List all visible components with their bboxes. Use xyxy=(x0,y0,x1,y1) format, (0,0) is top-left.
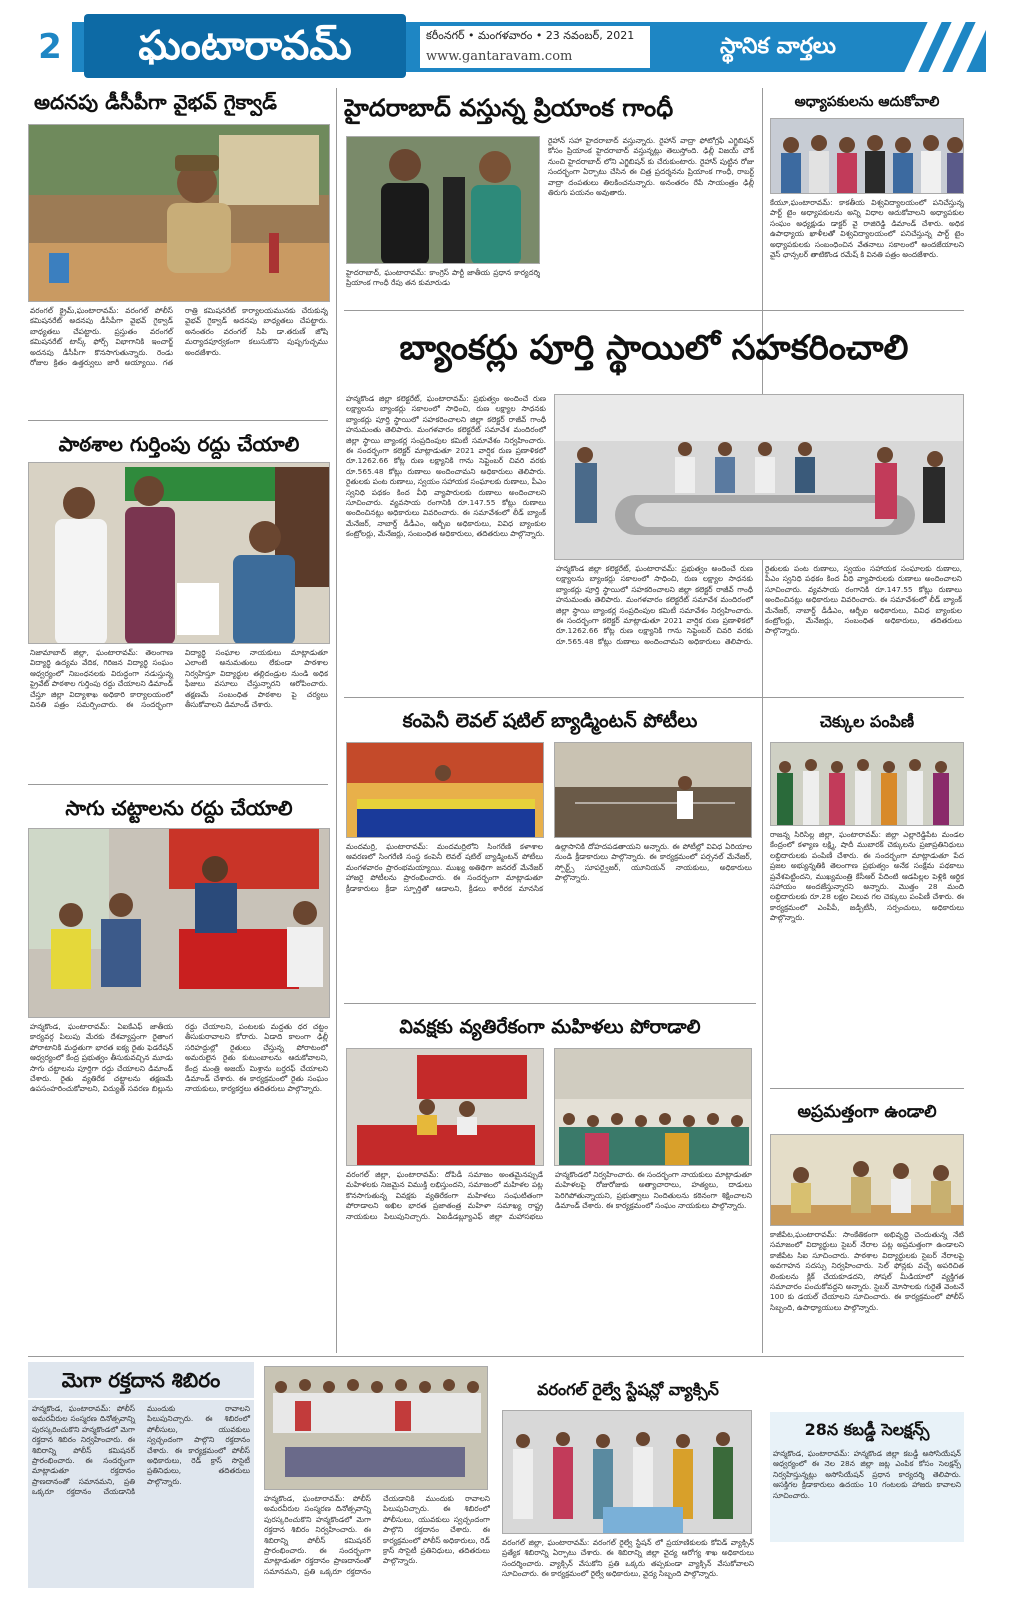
story-body: మందమర్రి, ఘంటారావమ్: మందమర్రిలోని సింగరేణి కళాశాల ఆవరణలో సింగరేణి సంస్థ కంపెనీ లెవల్ షటిల్ బ్యాడ్మింటన్ పోటీలు మంగళవారం ప్రారంభమయ్యాయి. ముఖ్య అతిథిగా జనరల్ మేనేజర్ హాజరై పోటీలను ప్రారంభించారు. ఈ సందర్భంగా మాట్లాడుతూ క్రీడాకారులు క్రీడా స్ఫూర్తితో ఆడాలని, క్రీడలు శారీరక మానసిక ఉల్లాసానికి దోహదపడతాయని అన్నారు. ఈ పోటీల్లో వివిధ ఏరియాల నుండి క్రీడాకారులు పాల్గొన్నారు. ఈ కార్యక్రమంలో పర్సనల్ మేనేజర్, స్పోర్ట్స్ సూపర్వైజర్, యూనియన్ నాయకులు, అధికారులు పాల్గొన్నారు. xyxy=(346,842,752,893)
photo-badminton-stage-illustration xyxy=(347,743,544,838)
photo-school-petition xyxy=(28,462,330,644)
story-school xyxy=(28,426,330,462)
photo-women-stage xyxy=(346,1048,544,1166)
story-body: కేయూ,ఘంటారావమ్: కాకతీయ విశ్వవిద్యాలయంలో పనిచేస్తున్న పార్ట్ టైం అధ్యాపకులను అన్ని విధాల ఆదుకోవాలని అధ్యాపకుల సంఘం అధ్యక్షుడు డాక్టర్ వై రాజిరెడ్డి డిమాండ్ చేశారు. అధిక ఉపాధ్యాయ ఖాళీలతో విశ్వవిద్యాలయంలో పనిచేస్తున్న పార్ట్ టైం అధ్యాపకులకు సంబంధించిన వేతనాలు సకాలంలో అందజేయాలని వైస్ ఛాన్సలర్ తాటికొండ రమేష్ కి వినతి పత్రం అందజేశారు. xyxy=(770,198,964,260)
story-kabaddi xyxy=(770,1412,964,1446)
photo-dcp-illustration xyxy=(29,125,330,302)
newspaper-logo: ఘంటారావమ్ xyxy=(84,14,406,78)
story-priyanka xyxy=(344,88,756,134)
story-body-continued: హన్మకొండ, ఘంటారావమ్: పోలీస్ అమరవీరుల సంస్మరణ దినోత్సవాన్ని పురస్కరించుకొని హన్మకొండలో మెగా రక్తదాన శిబిరం నిర్వహించారు. ఈ శిబిరాన్ని పోలీస్ కమిషనర్ ప్రారంభించారు. ఈ సందర్భంగా మాట్లాడుతూ రక్తదానం ప్రాణదానంతో సమానమని, ప్రతి ఒక్కరూ రక్తదానం చేయడానికి ముందుకు రావాలని పిలుపునిచ్చారు. ఈ శిబిరంలో పోలీసులు, యువకులు స్వచ్ఛందంగా పాల్గొని రక్తదానం చేశారు. ఈ కార్యక్రమంలో పోలీస్ అధికారులు, రెడ్ క్రాస్ సొసైటీ ప్రతినిధులు, తదితరులు పాల్గొన్నారు. xyxy=(264,1494,490,1576)
headline[interactable]: సాగు చట్టాలను రద్దు చేయాలి xyxy=(65,796,293,820)
headline[interactable]: బ్యాంకర్లు పూర్తి స్థాయిలో సహకరించాలి xyxy=(399,328,909,368)
story-body: రైహాన్ సహా హైదరాబాద్ వస్తున్నారు. రైహాన్ వాద్రా ఫోటోగ్రఫీ ఎగ్జిబిషన్ కోసం ప్రియాంక హైదరాబాద్ వస్తున్నట్లు తెలుస్తోంది. ఢిల్లీ విజయ్ చౌక్ నుంచి హైదరాబాద్ లోని ఎగ్జిబిషన్ కు చేరుకుంటారు. రైహాన్ పుట్టిన రోజు సందర్భంగా ఏర్పాటు చేసిన ఈ చిత్ర ప్రదర్శనను ప్రియాంక గాంధీ, రాబర్ట్ వాద్రా దంపతులు తిలకించనున్నారు. అనంతరం రేపే సాయంత్రం ఢిల్లీ తిరుగు పయనం అవుతారు. xyxy=(548,136,754,198)
story-blood xyxy=(28,1362,254,1398)
headline[interactable]: మెగా రక్తదాన శిబిరం xyxy=(61,1368,221,1392)
photo-school-illustration xyxy=(29,463,330,644)
headline[interactable]: చెక్కుల పంపిణీ xyxy=(819,712,915,731)
story-body-continued: హన్మకొండ జిల్లా కలెక్టరేట్, ఘంటారావమ్: ప్రభుత్వం అందించే రుణ లక్ష్యాలను బ్యాంకర్లు సకాలంలో సాధించి, రుణ లక్ష్యాల సాధనకు బ్యాంకర్లు పూర్తి స్థాయిలో సహకరించాలని జిల్లా కలెక్టర్ రాజీవ్ గాంధీ హనుమంతు తెలిపారు. మంగళవారం కలెక్టరేట్ సమావేశ మందిరంలో జిల్లా స్థాయి బ్యాంకర్ల సంప్రదింపుల కమిటీ సమావేశం నిర్వహించారు. ఈ సందర్భంగా కలెక్టర్ మాట్లాడుతూ 2021 వార్షిక రుణ ప్రణాళికలో రూ.1262.66 కోట్ల రుణ లక్ష్యానికి గాను సెప్టెంబర్ చివరి వరకు రూ.565.48 కోట్లు రుణాలు అందించామని అధికారులు తెలిపారు. రైతులకు పంట రుణాలు, స్వయం సహాయక సంఘాలకు రుణాలు, పీఎం స్వనిధి పథకం కింద వీధి వ్యాపారులకు రుణాలు అందించాలని సూచించారు. వ్యవసాయ రంగానికి రూ.147.55 కోట్లు రుణాలు అందించినట్లు అధికారులు వివరించారు. ఈ సమావేశంలో లీడ్ బ్యాంక్ మేనేజర్, నాబార్డ్ డీడీఎం, ఆర్బీఐ అధికారులు, వివిధ బ్యాంకుల కంట్రోలర్లు, మేనేజర్లు, సంబంధిత అధికారులు, తదితరులు పాల్గొన్నారు. xyxy=(556,564,962,646)
story-body: హన్మకొండ, ఘంటారావమ్: ఏఐకేఎఫ్ జాతీయ కార్యవర్గ పిలుపు మేరకు దేశవ్యాప్తంగా రైతాంగ పోరాటానికి మద్దతుగా భారత ఐక్య రైతు ఫెడరేషన్ ఆధ్వర్యంలో కేంద్ర ప్రభుత్వం తీసుకువచ్చిన మూడు సాగు చట్టాలను పూర్తిగా రద్దు చేయాలని డిమాండ్ చేశారు. రైతు వ్యతిరేక చట్టాలను తక్షణమే ఉపసంహరించుకోవాలని, విద్యుత్ సవరణ బిల్లును రద్దు చేయాలని, పంటలకు మద్దతు ధర చట్టం తీసుకురావాలని కోరారు. ఏడాది కాలంగా ఢిల్లీ సరిహద్దుల్లో రైతులు చేస్తున్న పోరాటంలో అమరులైన రైతు కుటుంబాలను ఆదుకోవాలని, కేంద్ర మంత్రి అజయ్ మిశ్రాను బర్తరఫ్ చేయాలని డిమాండ్ చేశారు. ఈ కార్యక్రమంలో రైతు సంఘం నాయకులు, కార్యకర్తలు తదితరులు పాల్గొన్నారు. xyxy=(30,1022,328,1094)
headline[interactable]: హైదరాబాద్ వస్తున్న ప్రియాంక గాంధీ xyxy=(344,94,674,122)
row-rule xyxy=(28,420,328,421)
headline[interactable]: పాఠశాల గుర్తింపు రద్దు చేయాలి xyxy=(58,432,300,456)
headline[interactable]: 28న కబడ్డీ సెలక్షన్స్ xyxy=(804,1420,930,1439)
row-rule xyxy=(344,697,964,698)
photo-bankers-illustration xyxy=(555,395,964,560)
story-body: హన్మకొండ, ఘంటారావమ్: హన్మకొండ జిల్లా కబడ్డీ అసోసియేషన్ ఆధ్వర్యంలో ఈ నెల 28న జిల్లా జట్ల ఎంపిక కోసం సెలక్షన్స్ నిర్వహిస్తున్నట్లు అసోసియేషన్ ప్రధాన కార్యదర్శి తెలిపారు. ఆసక్తిగల క్రీడాకారులు ఉదయం 10 గంటలకు హాజరు కావాలని సూచించారు. xyxy=(770,1446,964,1542)
story-women xyxy=(344,1010,756,1046)
photo-alert-illustration xyxy=(771,1135,964,1226)
story-body: కాజీపేట,ఘంటారావమ్: సాంకేతికంగా అభివృద్ధి చెందుతున్న నేటి సమాజంలో విద్యార్థులు సైబర్ నేరాల పట్ల అప్రమత్తంగా ఉండాలని కాజీపేట సిఐ సూచించారు. పాఠశాల విద్యార్థులకు సైబర్ నేరాలపై అవగాహన సదస్సు నిర్వహించారు. సెల్ ఫోన్లకు వచ్చే అపరిచిత లింకులను క్లిక్ చేయకూడదని, సోషల్ మీడియాలో వ్యక్తిగత సమాచారం పంచుకోవద్దని అన్నారు. సైబర్ మోసాలకు గురైతే వెంటనే 100 కు డయల్ చేయాలని సూచించారు. ఈ కార్యక్రమంలో పోలీస్ సిబ్బంది, ఉపాధ్యాయులు పాల్గొన్నారు. xyxy=(770,1230,964,1312)
photo-blood-illustration xyxy=(265,1367,488,1490)
section-title: స్థానిక వార్తలు xyxy=(720,34,836,59)
story-bankers xyxy=(344,318,964,390)
photo-caption: హైదరాబాద్, ఘంటారావమ్: కాంగ్రెస్ పార్టీ జాతీయ ప్రధాన కార్యదర్శి ప్రియాంక గాంధీ రేపు తన కుమారుడు xyxy=(346,268,540,288)
page-number: 2 xyxy=(28,22,72,72)
story-body: వరంగల్ క్రైమ్,ఘంటారావమ్: వరంగల్ పోలీస్ కమిషనరేట్ అదనపు డీసీపీగా వైభవ్ గైక్వాడ్ బాధ్యతలు చేపట్టారు. ప్రస్తుతం వరంగల్ కమిషనరేట్ టాస్క్ ఫోర్స్ విభాగానికి ఇంచార్జ్ అదనపు డీసీపీగా కొనసాగుతున్నారు. రెండు రోజుల క్రితం ఉత్తర్వులు జారీ అయ్యాయి. గత రాత్రి కమిషనరేట్ కార్యాలయమునకు చేరుకున్న వైభవ్ గైక్వాడ్ అదనపు బాధ్యతలు చేపట్టారు. అనంతరం వరంగల్ సిపి డా.తరుణ్ జోషి మర్యాదపూర్వకంగా కలుసుకొని పుష్పగుచ్ఛము అందజేశారు. xyxy=(30,306,328,368)
dateline: కరీంనగర్ • మంగళవారం • 23 నవంబర్, 2021 xyxy=(426,29,635,42)
photo-cheques-illustration xyxy=(771,743,964,826)
story-body: నిజామాబాద్ జిల్లా, ఘంటారావమ్: తెలంగాణ విద్యార్థి ఉద్యమ వేదిక, గిరిజన విద్యార్థి సంఘం ఆధ్వర్యంలో నిబంధనలకు విరుద్ధంగా నడుస్తున్న ప్రైవేట్ పాఠశాల గుర్తింపు రద్దు చేయాలని డిమాండ్ చేస్తూ జిల్లా విద్యాశాఖ అధికారి కార్యాలయంలో వినతి పత్రం సమర్పించారు. ఈ సందర్భంగా విద్యార్థి సంఘాల నాయకులు మాట్లాడుతూ ఎలాంటి అనుమతులు లేకుండా పాఠశాల నిర్వహిస్తూ విద్యార్థుల తల్లిదండ్రుల నుండి అధిక ఫీజులు వసూలు చేస్తున్నారని ఆరోపించారు. తక్షణమే సంబంధిత పాఠశాల పై చర్యలు తీసుకోవాలని డిమాండ్ చేశారు. xyxy=(30,648,328,710)
row-rule xyxy=(28,1356,964,1357)
photo-cheques xyxy=(770,742,964,826)
photo-vaccine xyxy=(502,1410,752,1534)
photo-alert xyxy=(770,1134,964,1226)
row-rule xyxy=(344,1003,756,1004)
headline[interactable]: అధ్యాపకులను ఆదుకోవాలి xyxy=(794,94,940,110)
photo-women-audience-illustration xyxy=(555,1049,752,1166)
photo-badminton-stage xyxy=(346,742,544,838)
headline[interactable]: వరంగల్ రైల్వే స్టేషన్లో వ్యాక్సిన్ xyxy=(537,1380,719,1399)
photo-bankers-meeting xyxy=(554,394,964,560)
story-badminton xyxy=(344,704,756,740)
photo-dcp-office xyxy=(28,124,330,302)
headline[interactable]: అప్రమత్తంగా ఉండాలి xyxy=(797,1102,937,1122)
photo-priyanka xyxy=(346,136,540,264)
headline[interactable]: కంపెనీ లెవల్ షటిల్ బ్యాడ్మింటన్ పోటీలు xyxy=(402,710,698,732)
story-teachers xyxy=(770,88,964,118)
masthead xyxy=(28,14,986,74)
photo-badminton-court xyxy=(554,742,752,838)
photo-priyanka-illustration xyxy=(347,137,540,264)
story-farm xyxy=(28,790,330,826)
photo-vaccine-illustration xyxy=(503,1411,752,1534)
website-url[interactable]: www.gantaravam.com xyxy=(426,49,573,64)
story-body: రాజన్న సిరిసిల్ల జిల్లా, ఘంటారావమ్: జిల్లా ఎల్లారెడ్డిపేట మండల కేంద్రంలో కళ్యాణ లక్ష్మి, షాదీ ముబారక్ చెక్కులను ప్రజాప్రతినిధులు లబ్ధిదారులకు పంపిణీ చేశారు. ఈ సందర్భంగా మాట్లాడుతూ పేద ప్రజల అభ్యున్నతికి తెలంగాణ ప్రభుత్వం అనేక సంక్షేమ పథకాలు ప్రవేశపెట్టిందని, ముఖ్యమంత్రి కేసీఆర్ పేదింటి ఆడపిల్లల పెళ్లికి ఆర్థిక సహాయం అందజేస్తున్నారని అన్నారు. మొత్తం 28 మంది లబ్ధిదారులకు రూ.28 లక్షల విలువ గల చెక్కులు పంపిణీ చేశారు. ఈ కార్యక్రమంలో ఎంపీపీ, జడ్పీటీసీ, సర్పంచులు, అధికారులు పాల్గొన్నారు. xyxy=(770,830,964,923)
dateline-block xyxy=(420,26,650,68)
story-cheques xyxy=(770,704,964,740)
story-body: హన్మకొండ జిల్లా కలెక్టరేట్, ఘంటారావమ్: ప్రభుత్వం అందించే రుణ లక్ష్యాలను బ్యాంకర్లు సకాలంలో సాధించి, రుణ లక్ష్యాల సాధనకు బ్యాంకర్లు పూర్తి స్థాయిలో సహకరించాలని జిల్లా కలెక్టర్ రాజీవ్ గాంధీ హనుమంతు తెలిపారు. మంగళవారం కలెక్టరేట్ సమావేశ మందిరంలో జిల్లా స్థాయి బ్యాంకర్ల సంప్రదింపుల కమిటీ సమావేశం నిర్వహించారు. ఈ సందర్భంగా కలెక్టర్ మాట్లాడుతూ 2021 వార్షిక రుణ ప్రణాళికలో రూ.1262.66 కోట్ల రుణ లక్ష్యానికి గాను సెప్టెంబర్ చివరి వరకు రూ.565.48 కోట్లు రుణాలు అందించామని అధికారులు తెలిపారు. రైతులకు పంట రుణాలు, స్వయం సహాయక సంఘాలకు రుణాలు, పీఎం స్వనిధి పథకం కింద వీధి వ్యాపారులకు రుణాలు అందించాలని సూచించారు. వ్యవసాయ రంగానికి రూ.147.55 కోట్లు రుణాలు అందించినట్లు అధికారులు వివరించారు. ఈ సమావేశంలో లీడ్ బ్యాంక్ మేనేజర్, నాబార్డ్ డీడీఎం, ఆర్బీఐ అధికారులు, వివిధ బ్యాంకుల కంట్రోలర్లు, మేనేజర్లు, సంబంధిత అధికారులు, తదితరులు పాల్గొన్నారు. xyxy=(346,394,546,539)
headline[interactable]: అదనపు డీసీపీగా వైభవ్ గైక్వాడ్ xyxy=(34,90,277,114)
story-alert xyxy=(770,1094,964,1132)
photo-teachers xyxy=(770,118,964,194)
row-rule xyxy=(344,310,964,311)
column-rule xyxy=(336,88,337,1353)
headline[interactable]: వివక్షకు వ్యతిరేకంగా మహిళలు పోరాడాలి xyxy=(399,1016,701,1038)
photo-teachers-illustration xyxy=(771,119,964,194)
story-body: వరంగల్ జిల్లా, ఘంటారావమ్: వరంగల్ రైల్వే స్టేషన్ లో ప్రయాణికులకు కోవిడ్ వ్యాక్సిన్ ప్రత్యేక శిబిరాన్ని ఏర్పాటు చేశారు. ఈ శిబిరాన్ని జిల్లా వైద్య ఆరోగ్య శాఖ అధికారులు సందర్శించారు. వ్యాక్సిన్ వేసుకోని ప్రతి ఒక్కరు తప్పకుండా వ్యాక్సిన్ వేసుకోవాలని సూచించారు. ఈ కార్యక్రమంలో రైల్వే అధికారులు, వైద్య సిబ్బంది పాల్గొన్నారు. xyxy=(502,1538,754,1579)
story-body: వరంగల్ జిల్లా, ఘంటారావమ్: దోపిడీ సమాజం అంతమైనప్పుడే మహిళలకు నిజమైన విముక్తి లభిస్తుందని, సమాజంలో మహిళల పట్ల కొనసాగుతున్న వివక్షకు వ్యతిరేకంగా మహిళలు సంఘటితంగా పోరాడాలని అఖిల భారత ప్రజాతంత్ర మహిళా సమాఖ్య రాష్ట్ర నాయకులు పిలుపునిచ్చారు. ఏఐడీడబ్ల్యూఎఫ్ జిల్లా మహాసభలు హన్మకొండలో నిర్వహించారు. ఈ సందర్భంగా నాయకులు మాట్లాడుతూ మహిళలపై రోజురోజుకు అత్యాచారాలు, హత్యలు, దాడులు పెరిగిపోతున్నాయని, ప్రభుత్వాలు నిందితులను కఠినంగా శిక్షించాలని డిమాండ్ చేశారు. ఈ కార్యక్రమంలో సంఘం నాయకులు పాల్గొన్నారు. xyxy=(346,1170,752,1221)
story-vaccine xyxy=(500,1370,756,1406)
photo-women-audience xyxy=(554,1048,752,1166)
photo-badminton-court-illustration xyxy=(555,743,752,838)
row-rule xyxy=(770,1088,964,1089)
photo-farm-protest xyxy=(28,828,330,1018)
photo-women-stage-illustration xyxy=(347,1049,544,1166)
story-body: హన్మకొండ, ఘంటారావమ్: పోలీస్ అమరవీరుల సంస్మరణ దినోత్సవాన్ని పురస్కరించుకొని హన్మకొండలో మెగా రక్తదాన శిబిరం నిర్వహించారు. ఈ శిబిరాన్ని పోలీస్ కమిషనర్ ప్రారంభించారు. ఈ సందర్భంగా మాట్లాడుతూ రక్తదానం ప్రాణదానంతో సమానమని, ప్రతి ఒక్కరూ రక్తదానం చేయడానికి ముందుకు రావాలని పిలుపునిచ్చారు. ఈ శిబిరంలో పోలీసులు, యువకులు స్వచ్ఛందంగా పాల్గొని రక్తదానం చేశారు. ఈ కార్యక్రమంలో పోలీస్ అధికారులు, రెడ్ క్రాస్ సొసైటీ ప్రతినిధులు, తదితరులు పాల్గొన్నారు. xyxy=(28,1400,254,1588)
row-rule xyxy=(28,784,328,785)
column-rule xyxy=(762,88,763,1353)
photo-blood-donation xyxy=(264,1366,488,1490)
photo-farm-illustration xyxy=(29,829,330,1018)
